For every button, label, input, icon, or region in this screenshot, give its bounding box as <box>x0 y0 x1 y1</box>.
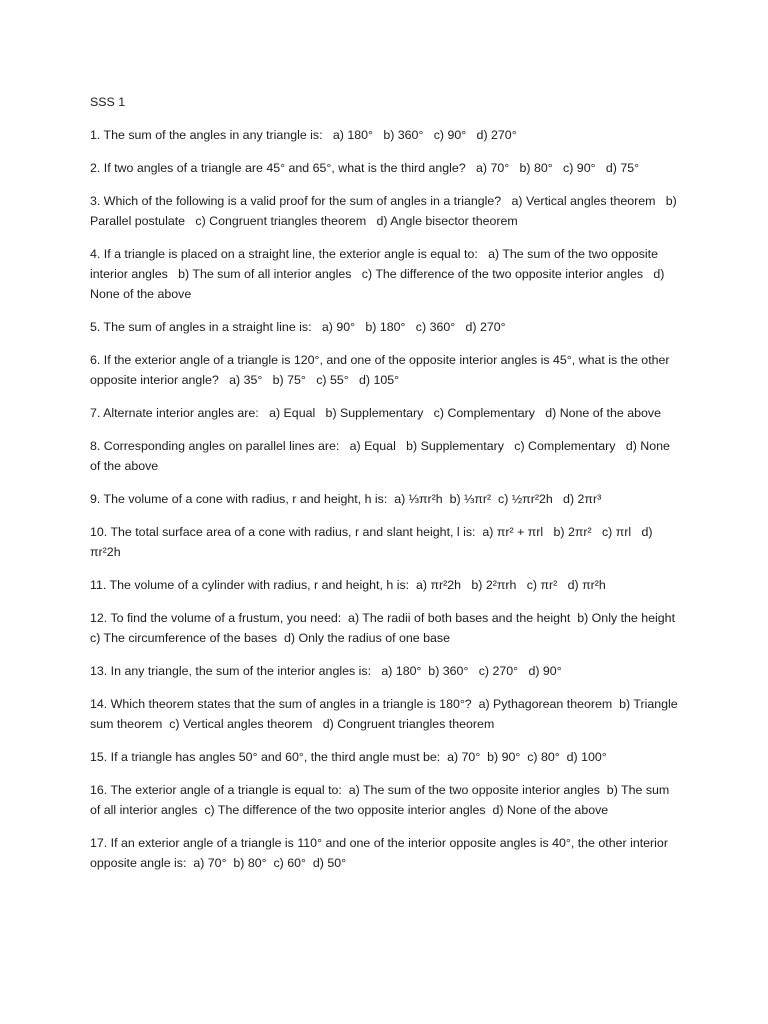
question-12: 12. To find the volume of a frustum, you need: a) The radii of both bases and the height b) Only the height c) The circumference of the bases d) Only the radius of one base <box>90 611 686 645</box>
question-3: 3. Which of the following is a valid proof for the sum of angles in a triangle? a) Vertical angles theorem b) Parallel postulate c) Congruent triangles theorem d) Angle bisector theorem <box>90 194 681 228</box>
question-7: 7. Alternate interior angles are: a) Equal b) Supplementary c) Complementary d) None of the above <box>90 406 661 420</box>
question-8: 8. Corresponding angles on parallel lines are: a) Equal b) Supplementary c) Complementary d) None of the above <box>90 439 674 473</box>
question-15: 15. If a triangle has angles 50° and 60°, the third angle must be: a) 70° b) 90° c) 80° d) 100° <box>90 750 607 764</box>
question-6: 6. If the exterior angle of a triangle is 120°, and one of the opposite interior angles is 45°, what is the other opposite interior angle? a) 35° b) 75° c) 55° d) 105° <box>90 353 673 387</box>
question-11: 11. The volume of a cylinder with radius, r and height, h is: a) πr²2h b) 2²πrh c) πr² d) πr²h <box>90 578 606 592</box>
question-17: 17. If an exterior angle of a triangle is 110° and one of the interior opposite angles is 40°, the other interior opposite angle is: a) 70° b) 80° c) 60° d) 50° <box>90 836 672 870</box>
question-10: 10. The total surface area of a cone with radius, r and slant height, l is: a) πr² + πrl b) 2πr² c) πrl d) πr²2h <box>90 525 656 559</box>
document-body <box>90 92 686 886</box>
document-title: SSS 1 <box>90 95 126 109</box>
question-16: 16. The exterior angle of a triangle is equal to: a) The sum of the two opposite interior angles b) The sum of all interior angles c) The difference of the two opposite interior angles d) None of the above <box>90 783 673 817</box>
question-14: 14. Which theorem states that the sum of angles in a triangle is 180°? a) Pythagorean theorem b) Triangle sum theorem c) Vertical angles theorem d) Congruent triangles theorem <box>90 697 682 731</box>
question-13: 13. In any triangle, the sum of the interior angles is: a) 180° b) 360° c) 270° d) 90° <box>90 664 562 678</box>
question-5: 5. The sum of angles in a straight line is: a) 90° b) 180° c) 360° d) 270° <box>90 320 506 334</box>
question-2: 2. If two angles of a triangle are 45° and 65°, what is the third angle? a) 70° b) 80° c) 90° d) 75° <box>90 161 640 175</box>
question-4: 4. If a triangle is placed on a straight line, the exterior angle is equal to: a) The sum of the two opposite interior angles b) The sum of all interior angles c) The difference of the two opposite interior angles d) None of the above <box>90 247 668 301</box>
question-9: 9. The volume of a cone with radius, r and height, h is: a) ⅓πr²h b) ⅓πr² c) ½πr²2h d) 2πr³ <box>90 492 602 506</box>
question-1: 1. The sum of the angles in any triangle is: a) 180° b) 360° c) 90° d) 270° <box>90 128 517 142</box>
